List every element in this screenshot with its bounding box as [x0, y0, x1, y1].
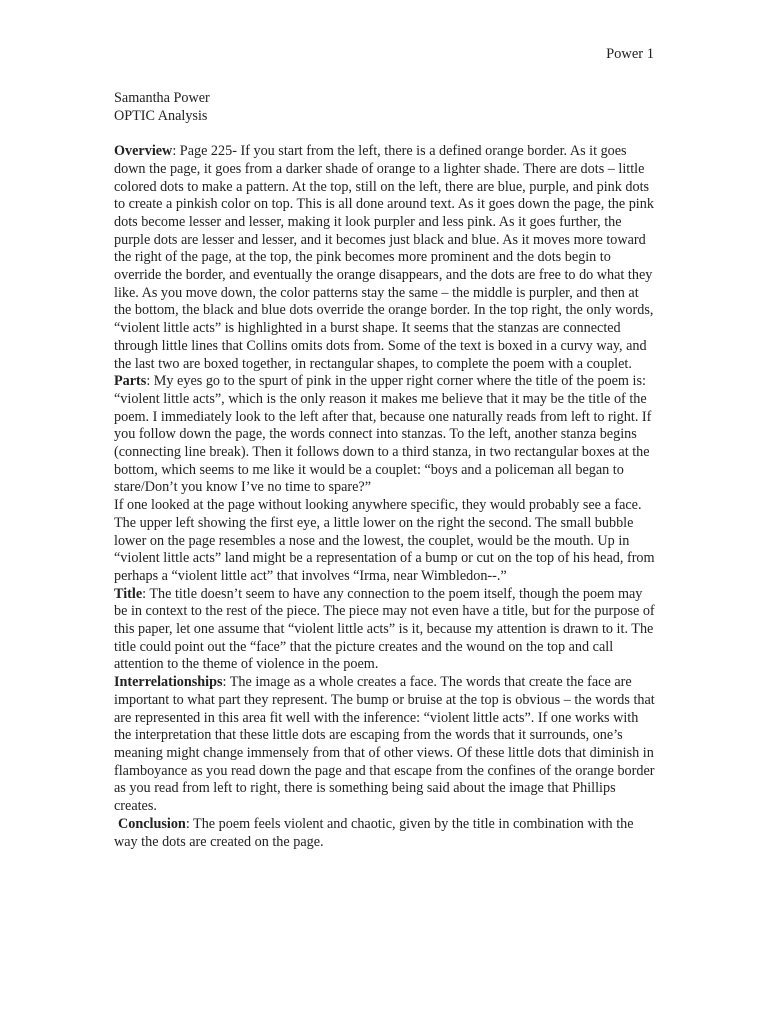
document-title: OPTIC Analysis: [114, 107, 208, 124]
title-text: : The title doesn’t seem to have any connection to the poem itself, though the poem may be in context to the rest of the piece. The piece may not even have a title, but for the purpose of this paper, let one assume that “violent little acts” is it, because my attention is drawn to it. The title could point out the “face” that the picture creates and the wound on the top and call attention to the theme of violence in the poem.: [114, 585, 655, 673]
conclusion-text: : The poem feels violent and chaotic, given by the title in combination with the way the dots are created on the page.: [114, 815, 634, 850]
overview-text: : Page 225- If you start from the left, there is a defined orange border. As it goes down the page, it goes from a darker shade of orange to a lighter shade. There are dots – little colored dots to make a pattern. At the top, still on the left, there are blue, purple, and pink dots to create a pinkish color on top. This is all done around text. As it goes down the page, the pink dots become lesser and lesser, making it look purpler and less pink. As it goes further, the purple dots are lesser and lesser, and it becomes just black and blue. As it moves more toward the right of the page, at the top, the pink becomes more prominent and the dots begin to override the border, and eventually the orange disappears, and the dots are free to do what they like. As you move down, the color patterns stay the same – the middle is purpler, and then at the bottom, the black and blue dots override the orange border. In the top right, the only words, “violent little acts” is highlighted in a burst shape. It seems that the stanzas are connected through little lines that Collins omits dots from. Some of the text is boxed in a curvy way, and the last two are boxed together, in rectangular shapes, to complete the poem with a couplet.: [114, 143, 654, 372]
document-body: [114, 90, 656, 851]
interrelationships-text: : The image as a whole creates a face. The words that create the face are important to what part they represent. The bump or bruise at the top is obvious – the words that are represented in this area fit well with the inference: “violent little acts”. If one works with the interpretation that these little dots are escaping from the words that it surrounds, one’s meaning might change immensely from that of other views. Of these little dots that diminish in flamboyance as you read down the page and that escape from the confines of the orange border as you read from left to right, there is something being said about the image that Phillips creates.: [114, 674, 655, 815]
overview-paragraph: [114, 143, 656, 373]
conclusion-paragraph: [114, 816, 656, 851]
interrelationships-paragraph: [114, 674, 656, 816]
page-header-label: Power 1: [606, 46, 654, 62]
overview-heading: Overview: [114, 143, 173, 160]
title-paragraph: [114, 586, 656, 675]
author-name: Samantha Power: [114, 90, 210, 106]
parts-text: : My eyes go to the spurt of pink in the upper right corner where the title of the poem is: “violent little acts”, which is the only reason it makes me believe that it may be the title of the poem. I immediately look to the left after that, because one naturally reads from left to right. If you follow down the page, the words connect into stanzas. To the left, another stanza begins (connecting line break). Then it follows down to a third stanza, in two rectangular boxes at the bottom, which seems to me like it would be a couplet: “boys and a policeman all began to stare/Don’t you know I’ve no time to spare?”: [114, 373, 652, 496]
title-heading: Title: [114, 585, 143, 602]
parts-continuation-paragraph: If one looked at the page without looking anywhere specific, they would probably see a face. The upper left showing the first eye, a little lower on the right the second. The small bubble lower on the page resembles a nose and the lowest, the couplet, would be the mouth. Up in “violent little acts” land might be a representation of a bump or cut on the top of his head, from perhaps a “violent little act” that involves “Irma, near Wimbledon--.”: [114, 497, 655, 584]
conclusion-heading: Conclusion: [118, 815, 186, 832]
interrelationships-heading: Interrelationships: [114, 674, 223, 691]
parts-paragraph: [114, 373, 656, 497]
parts-heading: Parts: [114, 373, 147, 390]
spacer: [114, 125, 656, 143]
